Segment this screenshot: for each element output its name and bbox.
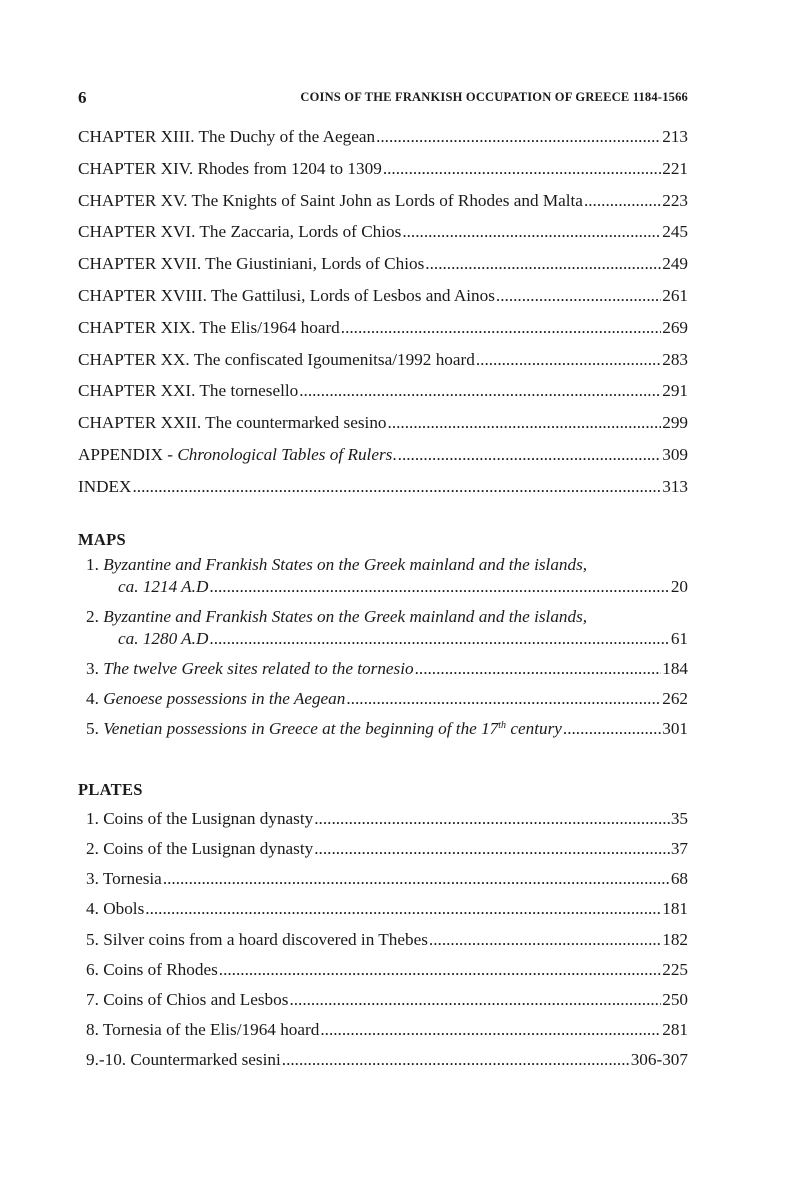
entry-title: 3. Tornesia xyxy=(86,869,162,889)
dot-leader xyxy=(219,959,661,981)
entry-title-cont: ca. 1214 A.D xyxy=(118,576,209,596)
entry-title: CHAPTER XIX. The Elis/1964 hoard xyxy=(78,317,340,337)
entry-title: CHAPTER XX. The confiscated Igoumenitsa/1992 hoard xyxy=(78,349,475,369)
plate-entry xyxy=(86,868,688,890)
entry-page: 37 xyxy=(670,838,688,858)
entry-title: 2. Coins of the Lusignan dynasty xyxy=(86,838,314,858)
dot-leader xyxy=(415,658,662,680)
plate-entry xyxy=(86,929,688,951)
plates-list xyxy=(78,808,688,1072)
entry-title: The twelve Greek sites related to the tornesio xyxy=(103,658,414,678)
entry-page: 184 xyxy=(662,658,688,678)
map-entry xyxy=(86,658,688,680)
dot-leader xyxy=(163,868,670,890)
entry-page: 221 xyxy=(662,158,688,178)
appendix-title: Chronological Tables of Rulers xyxy=(177,444,393,464)
entry-title: 1. Coins of the Lusignan dynasty xyxy=(86,808,314,828)
dot-leader xyxy=(320,1019,661,1041)
entry-page: 250 xyxy=(662,989,688,1009)
dot-leader xyxy=(341,317,661,339)
entry-title-end: century xyxy=(506,718,562,738)
map-entry xyxy=(86,718,688,740)
toc-entry xyxy=(78,221,688,243)
entry-title: CHAPTER XIV. Rhodes from 1204 to 1309 xyxy=(78,158,382,178)
entry-page: 301 xyxy=(662,718,688,738)
entry-page: 262 xyxy=(662,688,688,708)
running-title: COINS OF THE FRANKISH OCCUPATION OF GREECE 1184-1566 xyxy=(300,90,688,104)
dot-leader xyxy=(289,989,661,1011)
toc-page xyxy=(78,84,688,1079)
dot-leader xyxy=(429,929,661,951)
maps-heading: MAPS xyxy=(78,529,126,549)
entry-page: 299 xyxy=(662,413,688,433)
entry-title: CHAPTER XVI. The Zaccaria, Lords of Chios xyxy=(78,222,402,242)
appendix-prefix: APPENDIX - xyxy=(78,444,178,464)
plate-entry xyxy=(86,1049,688,1071)
dot-leader xyxy=(476,349,661,371)
entry-title: 7. Coins of Chios and Lesbos xyxy=(86,989,289,1009)
entry-title: Byzantine and Frankish States on the Greek mainland and the islands, xyxy=(103,554,588,574)
toc-entry xyxy=(78,190,688,212)
toc-entry xyxy=(78,158,688,180)
dot-leader xyxy=(383,158,661,180)
plate-entry xyxy=(86,838,688,860)
entry-number: 4. xyxy=(86,688,104,708)
entry-page: 20 xyxy=(670,576,688,596)
entry-page: 269 xyxy=(662,317,688,337)
dot-leader xyxy=(145,898,661,920)
dot-leader xyxy=(314,808,670,830)
entry-page: 182 xyxy=(662,929,688,949)
entry-title: 4. Obols xyxy=(86,899,145,919)
toc-entry xyxy=(78,349,688,371)
page-number: 6 xyxy=(78,88,87,107)
plate-entry xyxy=(86,898,688,920)
index-entry xyxy=(78,476,688,498)
dot-leader xyxy=(299,380,661,402)
entry-title: CHAPTER XIII. The Duchy of the Aegean xyxy=(78,127,376,146)
dot-leader xyxy=(132,476,661,498)
entry-page: 68 xyxy=(670,869,688,889)
toc-entry xyxy=(78,317,688,339)
entry-page: 225 xyxy=(662,959,688,979)
entry-page: 213 xyxy=(662,127,688,146)
toc-entry xyxy=(78,412,688,434)
map-entry xyxy=(86,688,688,710)
entry-page: 291 xyxy=(662,381,688,401)
entry-page: 245 xyxy=(662,222,688,242)
entry-title: CHAPTER XXII. The countermarked sesino xyxy=(78,413,387,433)
plate-entry xyxy=(86,808,688,830)
entry-title: 9.-10. Countermarked sesini xyxy=(86,1050,281,1070)
entry-number: 1. xyxy=(86,554,104,574)
entry-title: CHAPTER XVII. The Giustiniani, Lords of Chios xyxy=(78,254,425,274)
chapter-list xyxy=(78,126,688,498)
entry-title: Genoese possessions in the Aegean xyxy=(103,688,346,708)
appendix-entry xyxy=(78,444,688,466)
entry-title: CHAPTER XVIII. The Gattilusi, Lords of Lesbos and Ainos xyxy=(78,285,495,305)
dot-leader xyxy=(402,221,661,243)
entry-title: CHAPTER XXI. The tornesello xyxy=(78,381,299,401)
dot-leader xyxy=(398,444,662,466)
dot-leader xyxy=(388,412,662,434)
entry-title: Venetian possessions in Greece at the beginning of the 17 xyxy=(103,718,499,738)
entry-page: 223 xyxy=(662,190,688,210)
dot-leader xyxy=(346,688,661,710)
entry-page: 309 xyxy=(662,444,688,464)
dot-leader xyxy=(282,1049,630,1071)
entry-number: 5. xyxy=(86,718,104,738)
entry-page: 181 xyxy=(662,899,688,919)
dot-leader xyxy=(584,190,661,212)
entry-page: 249 xyxy=(662,254,688,274)
maps-list xyxy=(78,554,688,740)
dot-leader xyxy=(209,628,669,650)
toc-entry xyxy=(78,253,688,275)
plate-entry xyxy=(86,989,688,1011)
running-head xyxy=(78,84,688,112)
toc-entry xyxy=(78,126,688,148)
entry-page: 306-307 xyxy=(630,1050,688,1070)
plates-heading: PLATES xyxy=(78,779,143,799)
entry-title: 8. Tornesia of the Elis/1964 hoard xyxy=(86,1020,320,1040)
dot-leader xyxy=(425,253,661,275)
entry-page: 261 xyxy=(662,285,688,305)
dot-leader xyxy=(314,838,670,860)
toc-entry xyxy=(78,380,688,402)
entry-page: 281 xyxy=(662,1020,688,1040)
entry-title: 5. Silver coins from a hoard discovered in Thebes xyxy=(86,929,428,949)
entry-title: 6. Coins of Rhodes xyxy=(86,959,218,979)
superscript: th xyxy=(498,719,507,731)
entry-page: 35 xyxy=(670,808,688,828)
entry-title: Byzantine and Frankish States on the Greek mainland and the islands, xyxy=(103,606,588,626)
plate-entry xyxy=(86,1019,688,1041)
entry-title: CHAPTER XV. The Knights of Saint John as Lords of Rhodes and Malta xyxy=(78,190,583,210)
entry-page: 61 xyxy=(670,628,688,648)
plate-entry xyxy=(86,959,688,981)
dot-leader xyxy=(209,576,669,598)
dot-leader xyxy=(496,285,661,307)
appendix-suffix: . xyxy=(392,444,397,464)
dot-leader xyxy=(376,126,661,148)
entry-page: 313 xyxy=(662,476,688,496)
dot-leader xyxy=(563,718,661,740)
entry-title: INDEX xyxy=(78,476,132,496)
map-entry xyxy=(86,554,688,598)
entry-title-cont: ca. 1280 A.D xyxy=(118,628,209,648)
entry-number: 3. xyxy=(86,658,104,678)
toc-entry xyxy=(78,285,688,307)
entry-page: 283 xyxy=(662,349,688,369)
entry-number: 2. xyxy=(86,606,104,626)
map-entry xyxy=(86,606,688,650)
